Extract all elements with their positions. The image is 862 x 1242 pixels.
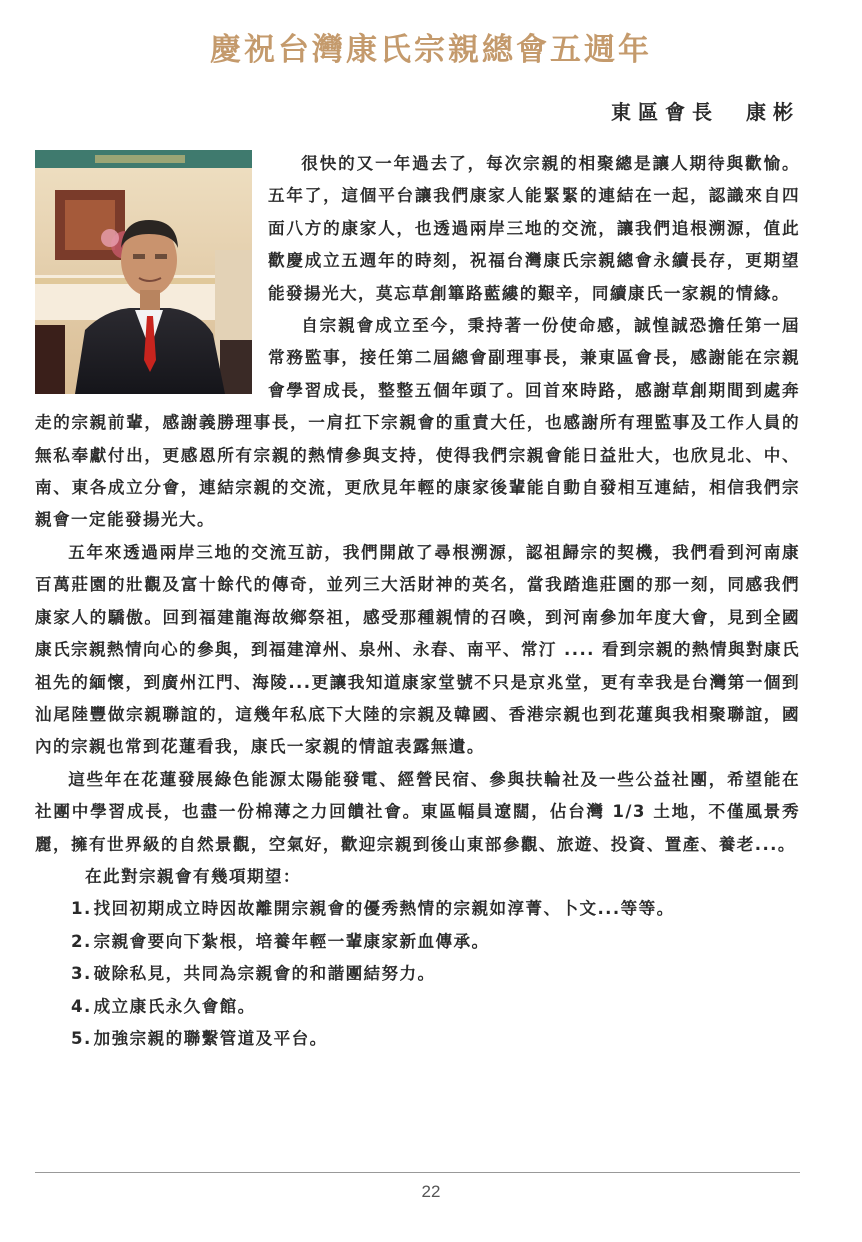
hopes-list — [35, 893, 800, 1055]
list-item: 2. 宗親會要向下紮根，培養年輕一輩康家新血傳承。 — [71, 931, 490, 951]
paragraph-3: 五年來透過兩岸三地的交流互訪，我們開啟了尋根溯源，認祖歸宗的契機，我們看到河南康百萬莊園的壯觀及富十餘代的傳奇，並列三大活財神的英名，當我踏進莊園的那一刻，同感我們康家人的驕傲。回到福建龍海故鄉祭祖，感受那種親情的召喚，到河南參加年度大會，見到全國康氏宗親熱情向心的參與，到福建漳州、泉州、永春、南平、常汀 .... 看到宗親的熱情與對康氏祖先的緬懷，到廣州江門、海陵...更讓我知道康家堂號不只是京兆堂，更有幸我是台灣第一個到汕尾陸豐做宗親聯誼的，這幾年私底下大陸的宗親及韓國、香港宗親也到花蓮與我相聚聯誼，國內的宗親也常到花蓮看我，康氏一家親的情誼表露無遺。 — [35, 542, 800, 757]
paragraph-1: 很快的又一年過去了，每次宗親的相聚總是讓人期待與歡愉。五年了，這個平台讓我們康家人能緊緊的連結在一起，認識來自四面八方的康家人，也透過兩岸三地的交流，讓我們追根溯源，值此歡慶成立五週年的時刻，祝福台灣康氏宗親總會永續長存，更期望能發揚光大，莫忘草創篳路藍縷的艱辛，同續康氏一家親的情緣。 — [268, 154, 800, 303]
footer-divider — [35, 1172, 800, 1173]
hopes-intro: 在此對宗親會有幾項期望： — [85, 866, 301, 886]
author-line: 東區會長 康彬 — [611, 100, 800, 124]
list-item: 4. 成立康氏永久會館。 — [71, 996, 256, 1016]
photo-wrap-space — [35, 148, 268, 396]
list-item: 3. 破除私見，共同為宗親會的和諧團結努力。 — [71, 964, 436, 984]
page-title: 慶祝台灣康氏宗親總會五週年 — [210, 32, 652, 68]
article-body — [35, 148, 800, 1055]
list-item: 5. 加強宗親的聯繫管道及平台。 — [71, 1028, 328, 1048]
paragraph-2: 自宗親會成立至今，秉持著一份使命感，誠惶誠恐擔任第一屆常務監事，接任第二屆總會副理事長，兼東區會長，感謝能在宗親會學習成長，整整五個年頭了。回首來時路，感謝草創期間到處奔走的宗親前輩，感謝義勝理事長，一肩扛下宗親會的重責大任，也感謝所有理監事及工作人員的無私奉獻付出，更感恩所有宗親的熱情參與支持，使得我們宗親會能日益壯大，也欣見北、中、南、東各成立分會，連結宗親的交流，更欣見年輕的康家後輩能自動自發相互連結，相信我們宗親會一定能發揚光大。 — [35, 316, 800, 530]
paragraph-4: 這些年在花蓮發展綠色能源太陽能發電、經營民宿、參與扶輪社及一些公益社團，希望能在社團中學習成長，也盡一份棉薄之力回饋社會。東區幅員遼闊，佔台灣 1/3 土地，不僅風景秀麗，擁有世界級的自然景觀，空氣好，歡迎宗親到後山東部參觀、旅遊、投資、置產、養老...。 — [35, 769, 800, 854]
list-item: 1. 找回初期成立時因故離開宗親會的優秀熱情的宗親如淳菁、卜文...等等。 — [71, 899, 675, 919]
page-number: 22 — [421, 1182, 441, 1201]
